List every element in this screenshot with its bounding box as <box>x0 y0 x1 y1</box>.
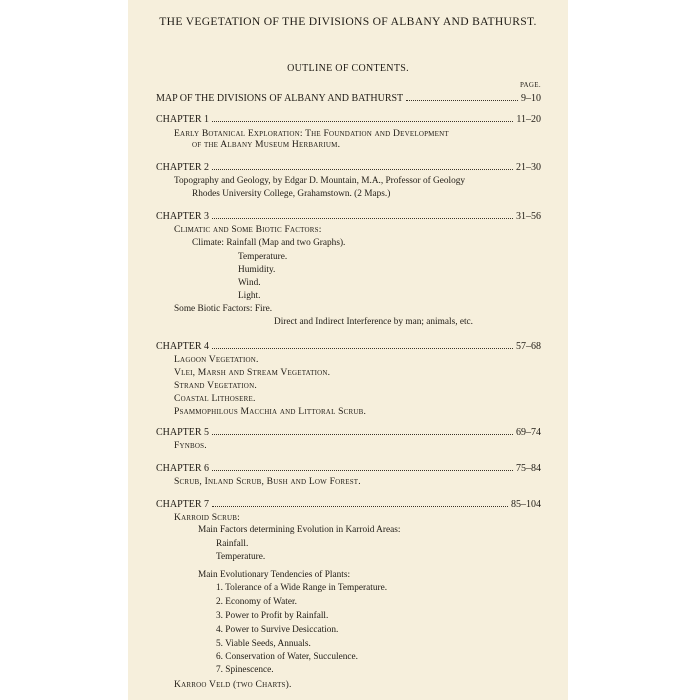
toc-subentry: Climate: Rainfall (Map and two Graphs). <box>192 238 346 248</box>
toc-row-chapter-6 <box>156 462 541 476</box>
toc-label: CHAPTER 6 <box>156 463 210 474</box>
toc-subentry: Wind. <box>238 278 261 288</box>
toc-label: CHAPTER 3 <box>156 211 210 222</box>
toc-subentry: Some Biotic Factors: Fire. <box>174 304 273 314</box>
book-page <box>128 0 568 700</box>
leader-dots <box>212 161 513 170</box>
toc-subentry: Rainfall. <box>216 539 249 549</box>
toc-subentry: Lagoon Vegetation. <box>174 354 259 365</box>
toc-subentry: Karroo Veld (two Charts). <box>174 679 292 690</box>
toc-pages: 9–10 <box>521 93 541 104</box>
toc-subentry: Psammophilous Macchia and Littoral Scrub. <box>174 406 367 417</box>
toc-row-chapter-7 <box>156 498 541 512</box>
leader-dots <box>212 426 513 435</box>
toc-subentry: Scrub, Inland Scrub, Bush and Low Forest. <box>174 476 361 487</box>
toc-pages: 75–84 <box>516 463 541 474</box>
toc-subentry: 1. Tolerance of a Wide Range in Temperature. <box>216 583 388 593</box>
page-column-heading: PAGE. <box>520 81 541 89</box>
toc-subentry: 2. Economy of Water. <box>216 597 297 607</box>
toc-pages: 57–68 <box>516 341 541 352</box>
leader-dots <box>212 462 513 471</box>
toc-subentry: 5. Viable Seeds, Annuals. <box>216 639 311 649</box>
toc-label: CHAPTER 2 <box>156 162 210 173</box>
toc-pages: 11–20 <box>516 114 541 125</box>
running-title: THE VEGETATION OF THE DIVISIONS OF ALBANY AND BATHURST. <box>159 15 537 28</box>
toc-subentry: 6. Conservation of Water, Succulence. <box>216 652 358 662</box>
toc-row-chapter-5 <box>156 426 541 440</box>
outline-heading: OUTLINE OF CONTENTS. <box>287 63 409 74</box>
toc-row-chapter-4 <box>156 340 541 354</box>
leader-dots <box>212 113 513 122</box>
toc-subentry: Rhodes University College, Grahamstown. (2 Maps.) <box>192 189 391 199</box>
toc-subentry: Temperature. <box>238 252 288 262</box>
toc-subentry: Humidity. <box>238 265 276 275</box>
toc-subentry: Topography and Geology, by Edgar D. Mountain, M.A., Professor of Geology <box>174 176 466 186</box>
toc-subentry: 7. Spinescence. <box>216 665 274 675</box>
toc-subentry: Early Botanical Exploration: The Foundation and Development <box>174 128 449 139</box>
toc-subentry: Fynbos. <box>174 440 207 451</box>
toc-subentry: 3. Power to Profit by Rainfall. <box>216 611 329 621</box>
toc-label: CHAPTER 4 <box>156 341 210 352</box>
toc-subentry: Climatic and Some Biotic Factors: <box>174 224 322 235</box>
toc-row-chapter-3 <box>156 210 541 224</box>
toc-pages: 85–104 <box>511 499 541 510</box>
toc-subentry: Light. <box>238 291 261 301</box>
toc-subentry: Vlei, Marsh and Stream Vegetation. <box>174 367 331 378</box>
toc-label: CHAPTER 7 <box>156 499 210 510</box>
toc-subentry: Karroid Scrub: <box>174 512 241 523</box>
leader-dots <box>212 498 508 507</box>
toc-subentry: 4. Power to Survive Desiccation. <box>216 625 339 635</box>
toc-subentry: of the Albany Museum Herbarium. <box>192 139 341 150</box>
toc-pages: 69–74 <box>516 427 541 438</box>
toc-label: CHAPTER 1 <box>156 114 210 125</box>
toc-row-map <box>156 92 541 106</box>
leader-dots <box>212 340 513 349</box>
leader-dots <box>212 210 513 219</box>
toc-subentry: Direct and Indirect Interference by man; animals, etc. <box>274 317 474 327</box>
toc-row-chapter-1 <box>156 113 541 127</box>
toc-subentry: Temperature. <box>216 552 266 562</box>
toc-label: MAP OF THE DIVISIONS OF ALBANY AND BATHURST <box>156 93 404 104</box>
toc-subentry: Main Evolutionary Tendencies of Plants: <box>198 570 351 580</box>
toc-subentry: Coastal Lithosere. <box>174 393 256 404</box>
toc-row-chapter-2 <box>156 161 541 175</box>
toc-label: CHAPTER 5 <box>156 427 210 438</box>
toc-subentry: Strand Vegetation. <box>174 380 257 391</box>
leader-dots <box>406 92 518 101</box>
toc-pages: 31–56 <box>516 211 541 222</box>
toc-subentry: Main Factors determining Evolution in Karroid Areas: <box>198 525 401 535</box>
toc-pages: 21–30 <box>516 162 541 173</box>
